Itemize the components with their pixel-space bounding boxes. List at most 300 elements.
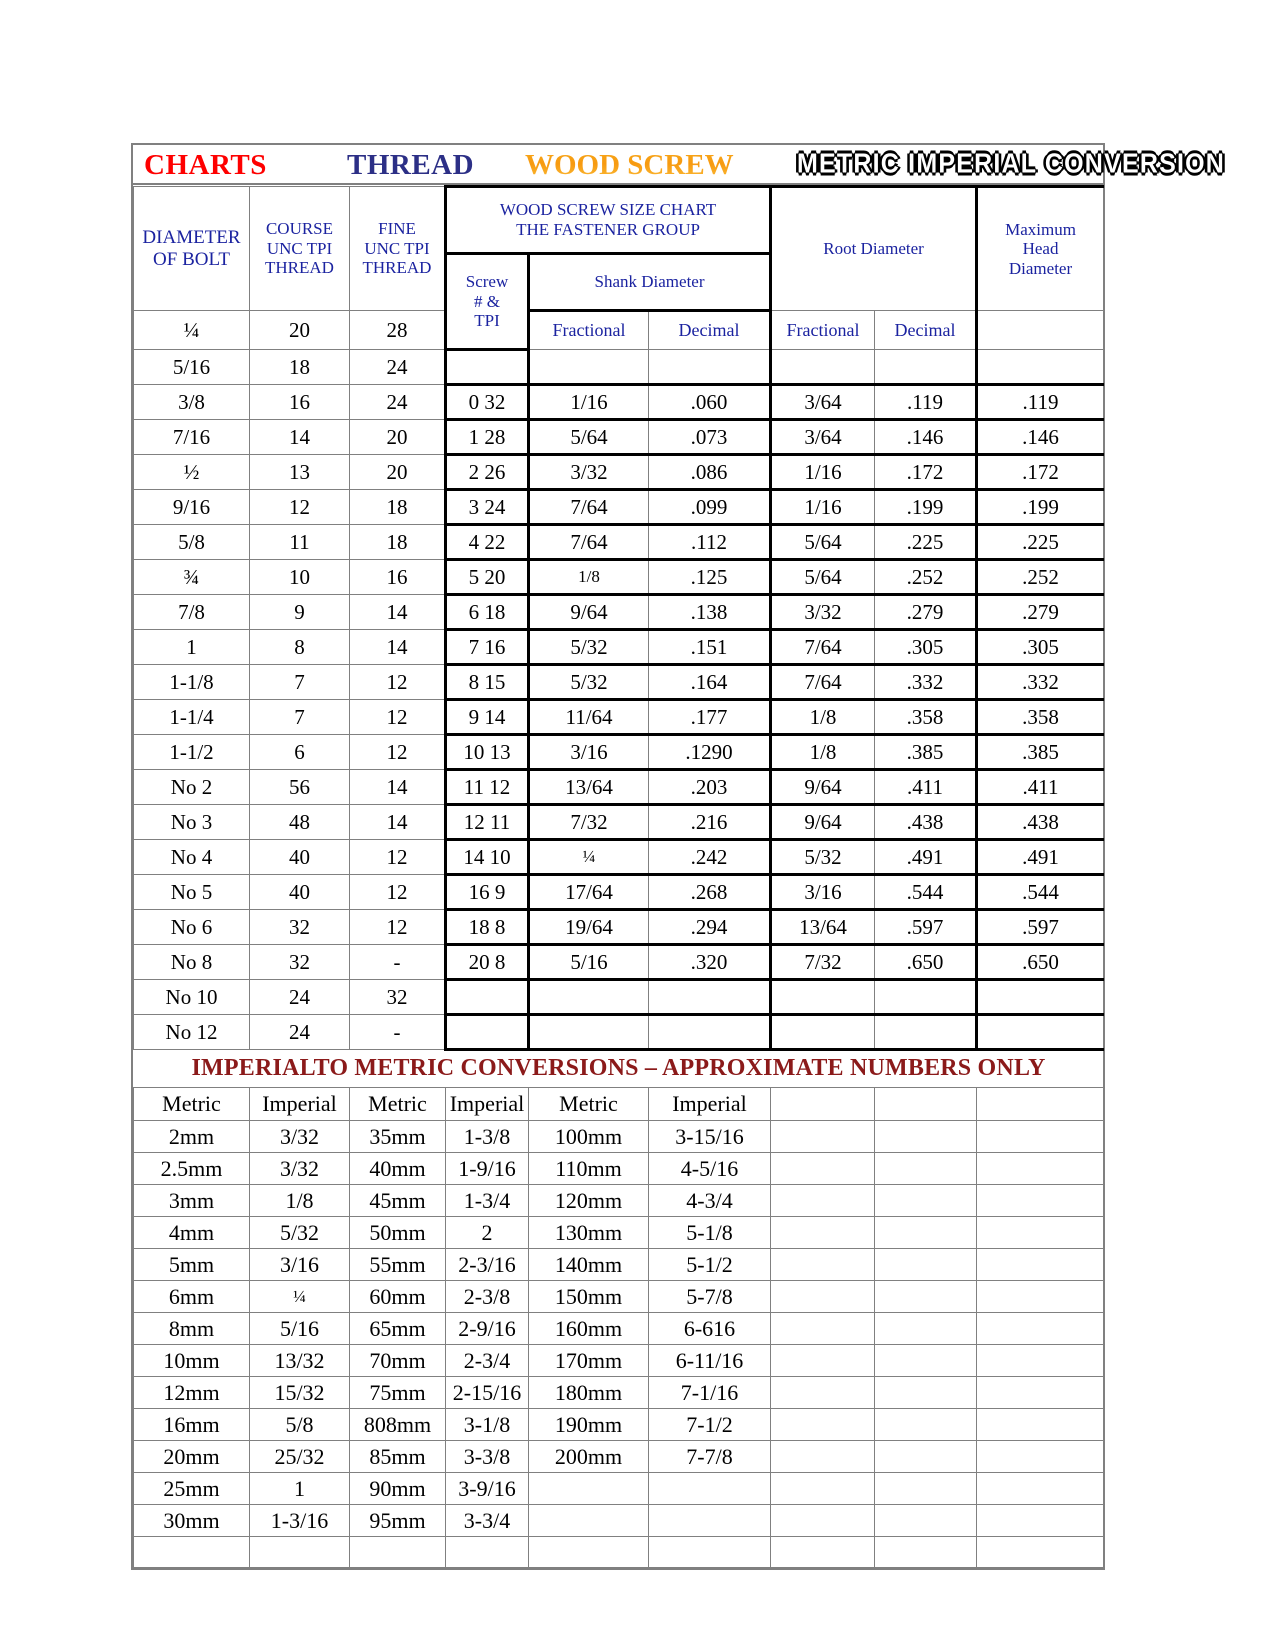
conv-pad-2 — [875, 1409, 977, 1441]
root-dec: .491 — [875, 840, 977, 875]
bolt-course: 12 — [250, 490, 350, 525]
conv-pad-1 — [771, 1249, 875, 1281]
conv-imperial-3 — [649, 1537, 771, 1568]
conv-imperial-2: 2-3/8 — [446, 1281, 529, 1313]
maxhead-line3: Diameter — [1008, 258, 1073, 278]
conv-pad-2 — [875, 1473, 977, 1505]
table-row — [134, 350, 1104, 385]
bolt-course: 9 — [250, 595, 350, 630]
table-row — [134, 770, 1104, 805]
conv-metric-2: 40mm — [350, 1153, 446, 1185]
bolt-course: 18 — [250, 350, 350, 385]
conv-pad-1 — [771, 1313, 875, 1345]
header-maximum-head-diameter — [977, 187, 1104, 311]
conv-pad-3 — [977, 1088, 1104, 1121]
table-row — [134, 980, 1104, 1015]
conv-imperial-1: ¼ — [250, 1281, 350, 1313]
conv-imperial-2: 1-3/4 — [446, 1185, 529, 1217]
table-row — [134, 700, 1104, 735]
header-course-line2: UNC TPI — [266, 238, 333, 258]
screw-tpi: 11 12 — [446, 770, 529, 805]
bolt-course: 13 — [250, 455, 350, 490]
screw-tpi: 5 20 — [446, 560, 529, 595]
bolt-fine: 14 — [350, 595, 446, 630]
bolt-fine: 32 — [350, 980, 446, 1015]
shank-dec: .216 — [649, 805, 771, 840]
header-wood-screw-size-chart — [446, 187, 771, 254]
conv-pad-2 — [875, 1217, 977, 1249]
bolt-diameter: No 4 — [134, 840, 250, 875]
shank-dec: .203 — [649, 770, 771, 805]
conv-pad-3 — [977, 1537, 1104, 1568]
shank-frac: 1/16 — [529, 385, 649, 420]
shank-dec: .151 — [649, 630, 771, 665]
root-dec: .332 — [875, 665, 977, 700]
screw-tpi: 9 14 — [446, 700, 529, 735]
bolt-course: 40 — [250, 840, 350, 875]
conversion-banner: IMPERIALTO METRIC CONVERSIONS – APPROXIMATE NUMBERS ONLY — [134, 1050, 1104, 1088]
conv-pad-3 — [977, 1409, 1104, 1441]
shank-frac — [529, 980, 649, 1015]
conv-pad-2 — [875, 1505, 977, 1537]
shank-frac: 13/64 — [529, 770, 649, 805]
conv-metric-3: 120mm — [529, 1185, 649, 1217]
conv-pad-2 — [875, 1121, 977, 1153]
max-head — [977, 350, 1104, 385]
conv-imperial-1: 3/32 — [250, 1121, 350, 1153]
conv-imperial-3: 7-1/16 — [649, 1377, 771, 1409]
bolt-fine: 18 — [350, 525, 446, 560]
conv-metric-2: 808mm — [350, 1409, 446, 1441]
conv-metric-3: 200mm — [529, 1441, 649, 1473]
conv-pad-3 — [977, 1153, 1104, 1185]
bolt-fine: 12 — [350, 665, 446, 700]
bolt-fine: 14 — [350, 805, 446, 840]
shank-dec: .073 — [649, 420, 771, 455]
root-dec: .411 — [875, 770, 977, 805]
conv-metric-3: 160mm — [529, 1313, 649, 1345]
conv-imperial-1: 3/32 — [250, 1153, 350, 1185]
conv-metric-1: 25mm — [134, 1473, 250, 1505]
bolt-diameter: 1-1/8 — [134, 665, 250, 700]
bolt-diameter: 1-1/4 — [134, 700, 250, 735]
screw-tpi: 20 8 — [446, 945, 529, 980]
table-row — [134, 875, 1104, 910]
conv-metric-2: 65mm — [350, 1313, 446, 1345]
header-diameter-of-bolt — [134, 187, 250, 311]
conv-pad-1 — [771, 1153, 875, 1185]
screw-tpi: 8 15 — [446, 665, 529, 700]
shank-dec: .320 — [649, 945, 771, 980]
bolt-diameter: No 8 — [134, 945, 250, 980]
conv-pad-1 — [771, 1441, 875, 1473]
screw-col-line1: Screw — [465, 272, 509, 292]
conv-metric-3: 100mm — [529, 1121, 649, 1153]
screw-tpi: 3 24 — [446, 490, 529, 525]
root-frac: 3/64 — [771, 385, 875, 420]
shank-frac — [529, 350, 649, 385]
bolt-diameter: 9/16 — [134, 490, 250, 525]
bolt-diameter: 3/8 — [134, 385, 250, 420]
conv-metric-1: 5mm — [134, 1249, 250, 1281]
bolt-fine: 18 — [350, 490, 446, 525]
maxhead-empty-header — [977, 311, 1104, 350]
bolt-fine: 14 — [350, 770, 446, 805]
bolt-diameter: ½ — [134, 455, 250, 490]
maxhead-line2: Head — [1022, 239, 1059, 259]
conv-imperial-2: 2-15/16 — [446, 1377, 529, 1409]
table-row — [134, 385, 1104, 420]
header-diameter-line1: DIAMETER — [142, 226, 241, 248]
table-row — [134, 595, 1104, 630]
shank-dec: .086 — [649, 455, 771, 490]
shank-frac: 9/64 — [529, 595, 649, 630]
conv-metric-2 — [350, 1537, 446, 1568]
root-frac: 1/16 — [771, 490, 875, 525]
bolt-diameter: No 6 — [134, 910, 250, 945]
conv-header-imperial-2: Imperial — [446, 1088, 529, 1121]
subheader-root-fractional: Fractional — [771, 311, 875, 350]
max-head: .172 — [977, 455, 1104, 490]
conv-pad-1 — [771, 1185, 875, 1217]
max-head: .385 — [977, 735, 1104, 770]
conv-metric-3: 110mm — [529, 1153, 649, 1185]
root-frac: 1/8 — [771, 700, 875, 735]
bolt-diameter: 1 — [134, 630, 250, 665]
shank-dec — [649, 350, 771, 385]
conv-imperial-1: 1/8 — [250, 1185, 350, 1217]
title-thread: THREAD — [347, 149, 475, 181]
table-row — [134, 1281, 1104, 1313]
conv-metric-1: 12mm — [134, 1377, 250, 1409]
root-dec — [875, 980, 977, 1015]
bolt-fine: 12 — [350, 875, 446, 910]
bolt-diameter: ¾ — [134, 560, 250, 595]
shank-frac: 5/32 — [529, 630, 649, 665]
conv-metric-2: 45mm — [350, 1185, 446, 1217]
conv-metric-2: 85mm — [350, 1441, 446, 1473]
root-dec: .172 — [875, 455, 977, 490]
shank-frac: 7/32 — [529, 805, 649, 840]
conv-imperial-1 — [250, 1537, 350, 1568]
screw-tpi: 4 22 — [446, 525, 529, 560]
conv-pad-3 — [977, 1217, 1104, 1249]
table-row — [134, 1409, 1104, 1441]
conv-pad-1 — [771, 1473, 875, 1505]
conv-imperial-3: 7-7/8 — [649, 1441, 771, 1473]
shank-frac — [529, 1015, 649, 1050]
table-row — [134, 1121, 1104, 1153]
max-head: .438 — [977, 805, 1104, 840]
header-screw-number-tpi — [446, 254, 529, 350]
conv-metric-2: 90mm — [350, 1473, 446, 1505]
conv-imperial-3: 3-15/16 — [649, 1121, 771, 1153]
bolt-course: 56 — [250, 770, 350, 805]
shank-frac: 5/16 — [529, 945, 649, 980]
bolt-course: 32 — [250, 910, 350, 945]
conv-pad-2 — [875, 1377, 977, 1409]
table-row — [134, 1505, 1104, 1537]
title-bar — [133, 145, 1225, 185]
conv-imperial-2: 2 — [446, 1217, 529, 1249]
bolt-course: 32 — [250, 945, 350, 980]
conv-pad-3 — [977, 1473, 1104, 1505]
bolt-course: 40 — [250, 875, 350, 910]
conv-pad-3 — [977, 1249, 1104, 1281]
subheader-root-decimal: Decimal — [875, 311, 977, 350]
root-frac: 13/64 — [771, 910, 875, 945]
root-dec: .119 — [875, 385, 977, 420]
root-dec: .279 — [875, 595, 977, 630]
conv-metric-3: 150mm — [529, 1281, 649, 1313]
root-dec — [875, 350, 977, 385]
screw-tpi: 1 28 — [446, 420, 529, 455]
conv-pad-1 — [771, 1505, 875, 1537]
shank-dec — [649, 980, 771, 1015]
subheader-shank-fractional: Fractional — [529, 311, 649, 350]
shank-dec: .112 — [649, 525, 771, 560]
conv-imperial-2: 3-3/4 — [446, 1505, 529, 1537]
max-head: .411 — [977, 770, 1104, 805]
screw-tpi — [446, 350, 529, 385]
max-head: .146 — [977, 420, 1104, 455]
screw-tpi: 7 16 — [446, 630, 529, 665]
conv-imperial-3: 6-11/16 — [649, 1345, 771, 1377]
bolt-fine: 12 — [350, 910, 446, 945]
bolt-fine: 16 — [350, 560, 446, 595]
conv-imperial-3 — [649, 1505, 771, 1537]
table-row — [134, 1313, 1104, 1345]
root-frac — [771, 980, 875, 1015]
conv-imperial-3: 7-1/2 — [649, 1409, 771, 1441]
root-frac — [771, 350, 875, 385]
conv-pad-1 — [771, 1409, 875, 1441]
bolt-fine: 28 — [350, 311, 446, 350]
conv-pad-2 — [875, 1345, 977, 1377]
screw-col-line3: TPI — [474, 311, 500, 331]
bolt-fine: 12 — [350, 840, 446, 875]
conv-imperial-3: 4-5/16 — [649, 1153, 771, 1185]
shank-dec: .164 — [649, 665, 771, 700]
max-head: .332 — [977, 665, 1104, 700]
table-row — [134, 840, 1104, 875]
table-row — [134, 665, 1104, 700]
root-frac: 5/32 — [771, 840, 875, 875]
max-head: .491 — [977, 840, 1104, 875]
table-row — [134, 420, 1104, 455]
bolt-diameter: ¼ — [134, 311, 250, 350]
bolt-course: 7 — [250, 700, 350, 735]
max-head: .544 — [977, 875, 1104, 910]
conv-metric-1 — [134, 1537, 250, 1568]
shank-frac: 1/8 — [529, 560, 649, 595]
conversion-header-row — [134, 1088, 1104, 1121]
screw-tpi: 10 13 — [446, 735, 529, 770]
title-metric-imperial: METRIC IMPERIAL CONVERSION — [797, 148, 1225, 180]
conv-metric-3 — [529, 1537, 649, 1568]
bolt-course: 7 — [250, 665, 350, 700]
root-dec: .358 — [875, 700, 977, 735]
conv-pad-2 — [875, 1249, 977, 1281]
root-dec: .385 — [875, 735, 977, 770]
root-frac: 9/64 — [771, 805, 875, 840]
conv-pad-1 — [771, 1121, 875, 1153]
header-course-line1: COURSE — [265, 219, 334, 239]
shank-frac: ¼ — [529, 840, 649, 875]
max-head: .358 — [977, 700, 1104, 735]
header-fine-line3: THREAD — [362, 258, 432, 278]
conv-imperial-3: 6-616 — [649, 1313, 771, 1345]
conv-pad-3 — [977, 1121, 1104, 1153]
conv-metric-1: 10mm — [134, 1345, 250, 1377]
table-row — [134, 630, 1104, 665]
shank-dec: .177 — [649, 700, 771, 735]
main-chart-table — [133, 185, 1104, 1568]
conv-imperial-1: 1 — [250, 1473, 350, 1505]
title-charts: CHARTS — [144, 149, 267, 181]
row-bolt-1 — [134, 311, 1104, 350]
shank-frac: 3/16 — [529, 735, 649, 770]
conv-imperial-1: 5/8 — [250, 1409, 350, 1441]
conv-imperial-2: 2-9/16 — [446, 1313, 529, 1345]
conv-metric-2: 95mm — [350, 1505, 446, 1537]
bolt-diameter: No 3 — [134, 805, 250, 840]
bolt-diameter: 5/16 — [134, 350, 250, 385]
header-fine-line1: FINE — [378, 219, 416, 239]
conv-pad-2 — [875, 1313, 977, 1345]
bolt-fine: 24 — [350, 350, 446, 385]
max-head: .279 — [977, 595, 1104, 630]
root-dec: .199 — [875, 490, 977, 525]
subheader-shank-decimal: Decimal — [649, 311, 771, 350]
conv-metric-3: 170mm — [529, 1345, 649, 1377]
table-row — [134, 735, 1104, 770]
header-root-diameter: Root Diameter — [771, 187, 977, 311]
table-row — [134, 560, 1104, 595]
bolt-course: 10 — [250, 560, 350, 595]
conv-header-metric-1: Metric — [134, 1088, 250, 1121]
conv-metric-3: 130mm — [529, 1217, 649, 1249]
conv-pad-2 — [875, 1185, 977, 1217]
conv-imperial-3 — [649, 1473, 771, 1505]
screw-tpi — [446, 980, 529, 1015]
header-fine-unc-tpi-thread — [350, 187, 446, 311]
conv-metric-2: 60mm — [350, 1281, 446, 1313]
bolt-diameter: 5/8 — [134, 525, 250, 560]
conv-pad-3 — [977, 1377, 1104, 1409]
shank-dec: .1290 — [649, 735, 771, 770]
table-row — [134, 1345, 1104, 1377]
shank-frac: 5/32 — [529, 665, 649, 700]
fastener-chart-sheet — [131, 143, 1225, 1570]
max-head: .597 — [977, 910, 1104, 945]
conv-pad-1 — [771, 1217, 875, 1249]
conv-pad-2 — [875, 1153, 977, 1185]
shank-dec: .268 — [649, 875, 771, 910]
conv-metric-2: 35mm — [350, 1121, 446, 1153]
table-row — [134, 1249, 1104, 1281]
conv-metric-1: 4mm — [134, 1217, 250, 1249]
root-dec: .544 — [875, 875, 977, 910]
conv-header-metric-3: Metric — [529, 1088, 649, 1121]
bolt-fine: 12 — [350, 700, 446, 735]
maxhead-line1: Maximum — [1005, 219, 1076, 239]
shank-frac: 7/64 — [529, 490, 649, 525]
bolt-course: 20 — [250, 311, 350, 350]
bolt-fine: 14 — [350, 630, 446, 665]
conv-pad-1 — [771, 1088, 875, 1121]
root-frac: 1/16 — [771, 455, 875, 490]
table-row — [134, 805, 1104, 840]
screw-tpi: 14 10 — [446, 840, 529, 875]
root-frac — [771, 1015, 875, 1050]
conv-pad-3 — [977, 1313, 1104, 1345]
header-row-top — [134, 187, 1104, 254]
shank-frac: 11/64 — [529, 700, 649, 735]
bolt-diameter: 7/8 — [134, 595, 250, 630]
bolt-fine: - — [350, 1015, 446, 1050]
bolt-diameter: No 2 — [134, 770, 250, 805]
table-row — [134, 945, 1104, 980]
conv-header-metric-2: Metric — [350, 1088, 446, 1121]
table-row — [134, 1377, 1104, 1409]
shank-dec: .138 — [649, 595, 771, 630]
conv-imperial-3: 5-1/2 — [649, 1249, 771, 1281]
root-dec: .252 — [875, 560, 977, 595]
conv-header-imperial-1: Imperial — [250, 1088, 350, 1121]
table-row — [134, 1473, 1104, 1505]
screw-tpi — [446, 1015, 529, 1050]
conv-pad-1 — [771, 1345, 875, 1377]
conv-metric-3: 140mm — [529, 1249, 649, 1281]
woodscrew-title-line2: THE FASTENER GROUP — [516, 220, 700, 239]
root-frac: 9/64 — [771, 770, 875, 805]
conv-imperial-2: 3-9/16 — [446, 1473, 529, 1505]
conv-metric-2: 75mm — [350, 1377, 446, 1409]
conv-imperial-2: 3-3/8 — [446, 1441, 529, 1473]
root-frac: 3/16 — [771, 875, 875, 910]
shank-dec: .125 — [649, 560, 771, 595]
conv-metric-1: 2.5mm — [134, 1153, 250, 1185]
max-head: .199 — [977, 490, 1104, 525]
shank-dec: .294 — [649, 910, 771, 945]
root-frac: 7/32 — [771, 945, 875, 980]
conv-pad-1 — [771, 1537, 875, 1568]
shank-frac: 7/64 — [529, 525, 649, 560]
table-row-last — [134, 1537, 1104, 1568]
bolt-fine: 12 — [350, 735, 446, 770]
bolt-diameter: 7/16 — [134, 420, 250, 455]
root-frac: 7/64 — [771, 665, 875, 700]
screw-tpi: 12 11 — [446, 805, 529, 840]
bolt-diameter: No 10 — [134, 980, 250, 1015]
conv-header-imperial-3: Imperial — [649, 1088, 771, 1121]
root-dec — [875, 1015, 977, 1050]
bolt-course: 14 — [250, 420, 350, 455]
header-fine-line2: UNC TPI — [364, 238, 430, 258]
conv-imperial-2: 2-3/16 — [446, 1249, 529, 1281]
conv-pad-3 — [977, 1505, 1104, 1537]
bolt-diameter: 1-1/2 — [134, 735, 250, 770]
woodscrew-title-line1: WOOD SCREW SIZE CHART — [499, 200, 717, 220]
bolt-diameter: No 5 — [134, 875, 250, 910]
conv-pad-2 — [875, 1088, 977, 1121]
root-frac: 3/64 — [771, 420, 875, 455]
bolt-diameter: No 12 — [134, 1015, 250, 1050]
conv-metric-3: 190mm — [529, 1409, 649, 1441]
conv-imperial-1: 13/32 — [250, 1345, 350, 1377]
conv-metric-1: 16mm — [134, 1409, 250, 1441]
